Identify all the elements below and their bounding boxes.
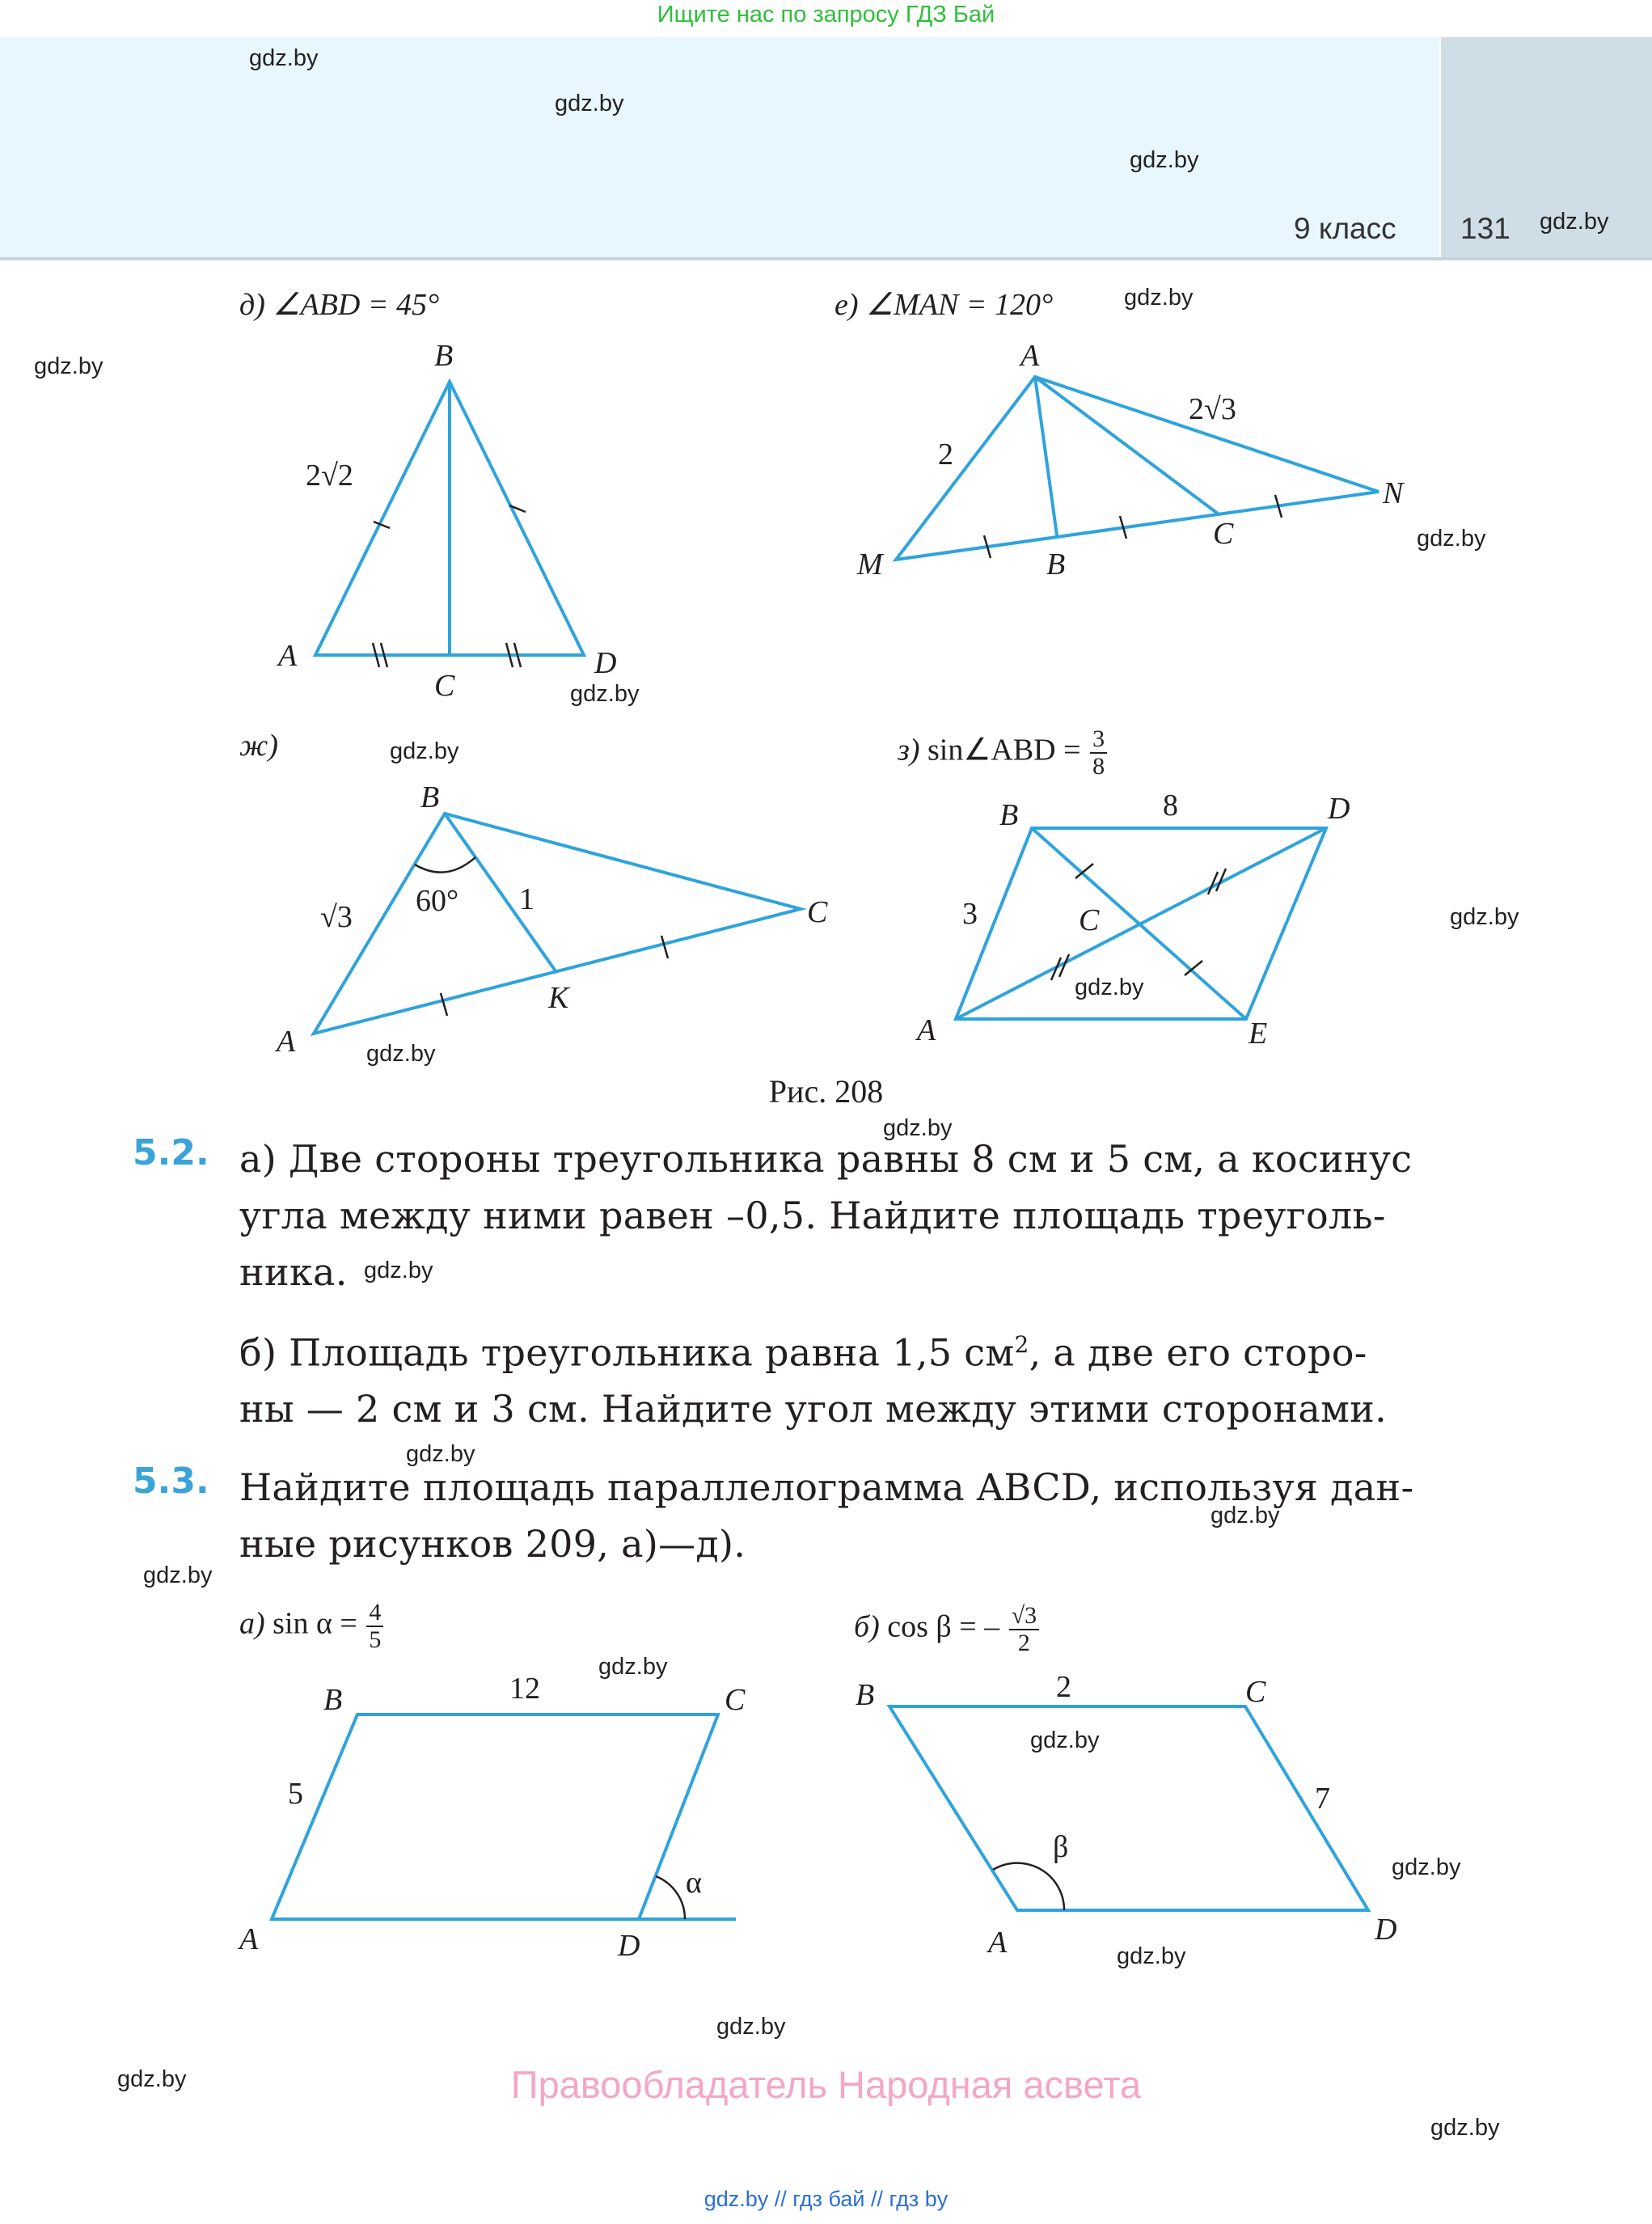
watermark: gdz.by <box>1117 1943 1186 1969</box>
vertex-label: D <box>1328 792 1350 826</box>
fraction: $\frac{3}{8}$ <box>1090 726 1107 780</box>
fig-e-condition: е) ∠MAN = 120° <box>834 288 1054 322</box>
figure-caption: Рис. 208 <box>768 1073 884 1110</box>
problem-5-2-b: б) Площадь треугольника равна 1,5 $см^2$, а две его сторо- ны — 2 см и 3 см. Найдите угол между этими сторонами. <box>239 1330 1388 1431</box>
fig-e-triangle <box>896 377 1379 560</box>
tick-mark <box>441 993 447 1016</box>
fig-d-condition: д) ∠ABD = 45° <box>239 288 440 322</box>
copyright-notice: Правообладатель Народная асвета <box>510 2063 1142 2106</box>
fig-z-parallelogram <box>956 828 1326 1019</box>
watermark: gdz.by <box>1075 975 1144 1000</box>
side-label: 2 <box>938 438 953 471</box>
vertex-label: A <box>1020 339 1040 373</box>
side-label: 3 <box>962 897 978 931</box>
vertex-label: B <box>999 798 1019 832</box>
vertex-label: A <box>988 1926 1008 1960</box>
problem-5-2-a: а) Две стороны треугольника равны 8 см и 5 см, а косинус угла между ними равен –0,5. Найдите площадь треуголь- ника. <box>239 1137 1413 1294</box>
vertex-label: A <box>239 1922 259 1956</box>
vertex-label: C <box>434 669 455 703</box>
page-number: 131 <box>1460 212 1510 245</box>
watermark: gdz.by <box>364 1258 433 1283</box>
vertex-label: B <box>1046 548 1066 581</box>
vertex-label: M <box>857 548 883 581</box>
angle-label: β <box>1053 1830 1069 1864</box>
problem-number: 5.3. <box>133 1461 209 1502</box>
fig-z-condition: з) sin∠ABD = $\frac{3}{8}$ <box>898 726 1109 780</box>
vertex-label: D <box>618 1929 640 1963</box>
vertex-label: N <box>1383 476 1404 510</box>
vertex-label: D <box>594 646 617 680</box>
vertex-label: B <box>420 780 440 814</box>
watermark: gdz.by <box>1210 1503 1280 1528</box>
fraction: $\frac{√3}{2}$ <box>1009 1603 1039 1656</box>
watermark: gdz.by <box>598 1654 668 1680</box>
problem-number: 5.2. <box>133 1132 209 1173</box>
watermark: gdz.by <box>570 681 640 707</box>
vertex-label: C <box>725 1683 746 1717</box>
side-label: √3 <box>320 900 353 934</box>
side-label: 12 <box>509 1672 540 1706</box>
fig-d-triangle <box>315 382 584 655</box>
grade-label: 9 класс <box>1294 212 1396 245</box>
side-label: 1 <box>519 882 534 916</box>
side-label: 8 <box>1163 789 1178 822</box>
vertex-label: C <box>1213 517 1234 551</box>
side-label: 2√3 <box>1189 392 1236 426</box>
vertex-label: A <box>277 1025 296 1059</box>
watermark: gdz.by <box>555 91 624 116</box>
side-label: 2√2 <box>306 459 353 493</box>
vertex-label: B <box>434 339 454 373</box>
fig-209a-condition: а) sin α = $\frac{4}{5}$ <box>239 1600 385 1653</box>
top-search-link[interactable]: Ищите нас по запросу ГДЗ Бай <box>657 2 995 27</box>
watermark: gdz.by <box>249 45 319 71</box>
side-label: 7 <box>1315 1782 1330 1816</box>
watermark: gdz.by <box>406 1441 475 1467</box>
vertex-label: B <box>323 1683 343 1717</box>
tick-mark <box>661 936 668 958</box>
footer-links[interactable]: gdz.by // гдз бай // гдз by <box>703 2187 949 2211</box>
watermark: gdz.by <box>143 1562 213 1588</box>
alpha-arc <box>656 1876 685 1919</box>
angle-label: 60° <box>416 884 459 918</box>
watermark: gdz.by <box>1392 1854 1461 1880</box>
watermark: gdz.by <box>117 2066 187 2092</box>
watermark: gdz.by <box>1430 2115 1500 2141</box>
watermark: gdz.by <box>1124 285 1194 311</box>
watermark: gdz.by <box>34 353 104 379</box>
watermark: gdz.by <box>1130 147 1199 173</box>
watermark: gdz.by <box>716 2014 786 2040</box>
vertex-label: K <box>548 981 569 1015</box>
vertex-label: E <box>1249 1017 1268 1051</box>
vertex-label: D <box>1375 1913 1397 1947</box>
problem-5-3: Найдите площадь параллелограмма ABCD, используя дан- ные рисунков 209, а)—д). <box>239 1465 1414 1566</box>
watermark: gdz.by <box>366 1041 436 1067</box>
fig-zh-label: ж) <box>239 729 279 763</box>
watermark: gdz.by <box>1417 526 1486 552</box>
fraction: $\frac{4}{5}$ <box>366 1600 383 1653</box>
watermark: gdz.by <box>1450 904 1519 930</box>
side-label: 5 <box>288 1777 303 1811</box>
watermark: gdz.by <box>883 1115 953 1141</box>
vertex-label: B <box>856 1678 875 1712</box>
vertex-label: C <box>1245 1675 1266 1709</box>
fig-209a-parallelogram <box>272 1715 736 1919</box>
side-label: 2 <box>1056 1670 1071 1704</box>
watermark: gdz.by <box>390 738 459 764</box>
angle-label: α <box>686 1866 702 1900</box>
fig-209b-condition: б) cos β = – $\frac{√3}{2}$ <box>854 1603 1041 1656</box>
watermark: gdz.by <box>1030 1727 1100 1753</box>
angle-arc <box>415 857 475 873</box>
watermark: gdz.by <box>1540 209 1609 235</box>
vertex-label: C <box>1079 903 1100 937</box>
vertex-label: A <box>917 1013 936 1047</box>
vertex-label: A <box>278 639 298 673</box>
vertex-label: C <box>807 895 828 929</box>
fig-209b-parallelogram <box>889 1706 1368 1910</box>
